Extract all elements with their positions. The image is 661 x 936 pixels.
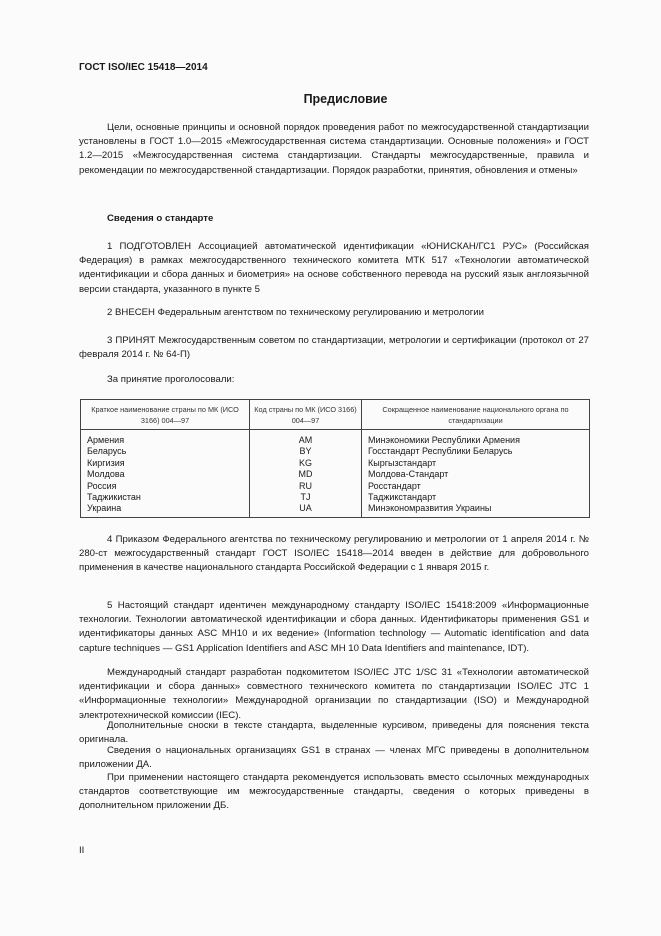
voting-table	[80, 399, 590, 518]
table-row: Киргизия KG Кыргызстандарт	[81, 458, 590, 469]
item-5-paragraph: 5 Настоящий стандарт идентичен международному стандарту ISO/IEC 15418:2009 «Информационные технологии. Технологии автоматической идентификации и сбора данных. Идентификаторы применения GS1 и идентификаторы данных ASC MH10 и их ведение» (Information technology — Automatic identification and data capture techniques — GS1 Application Identifiers and ASC MH 10 Data Identifiers and maintenance, IDT).	[79, 600, 589, 654]
table-row: Армения AM Минэкономики Республики Армения	[81, 430, 590, 447]
item-1-paragraph: 1 ПОДГОТОВЛЕН Ассоциацией автоматической идентификации «ЮНИСКАН/ГС1 РУС» (Российская Федерация) в рамках межгосударственного технического комитета МТК 517 «Технологии автоматической идентификации и сбора данных и биометрия» на основе собственного перевода на русский язык англоязычной версии стандарта, указанного в пункте 5	[79, 241, 589, 295]
section-heading: Сведения о стандарте	[107, 213, 214, 224]
voted-label: За принятие проголосовали:	[107, 374, 235, 385]
item-3-paragraph: 3 ПРИНЯТ Межгосударственным советом по стандартизации, метрологии и сертификации (протокол от 27 февраля 2014 г. № 64-П)	[79, 335, 589, 361]
document-id: ГОСТ ISO/IEC 15418—2014	[79, 62, 208, 73]
item-5-subparagraph-3: Сведения о национальных организациях GS1 в странах — членах МГС приведены в дополнительном приложении ДА.	[79, 745, 589, 771]
page-title: Предисловие	[303, 92, 388, 106]
table-row: Таджикистан TJ Таджикстандарт	[81, 492, 590, 503]
item-5-subparagraph-2: Дополнительные сноски в тексте стандарта, выделенные курсивом, приведены для пояснения текста оригинала.	[79, 720, 589, 746]
table-row: Беларусь BY Госстандарт Республики Беларусь	[81, 446, 590, 457]
item-2-paragraph: 2 ВНЕСЕН Федеральным агентством по техническому регулированию и метрологии	[107, 307, 485, 318]
table-row: Украина UA Минэкономразвития Украины	[81, 503, 590, 517]
table-header-code: Код страны по МК (ИСО 3166) 004—97	[250, 400, 362, 430]
item-5-subparagraph-1: Международный стандарт разработан подкомитетом ISO/IEC JTC 1/SC 31 «Технологии автоматической идентификации и сбора данных» совместного технического комитета по стандартизации ISO/IEC JTC 1 «Информационные технологии» Международной организации по стандартизации (ISO) и Международной электротехнической комиссии (IEC).	[79, 667, 589, 721]
table-row: Молдова MD Молдова-Стандарт	[81, 469, 590, 480]
item-5-subparagraph-4: При применении настоящего стандарта рекомендуется использовать вместо ссылочных международных стандартов соответствующие им межгосударственные стандарты, сведения о которых приведены в дополнительном приложении ДБ.	[79, 772, 589, 812]
table-header-country: Краткое наименование страны по МК (ИСО 3166) 004—97	[81, 400, 250, 430]
intro-paragraph: Цели, основные принципы и основной порядок проведения работ по межгосударственной стандартизации установлены в ГОСТ 1.0—2015 «Межгосударственная система стандартизации. Основные положения» и ГОСТ 1.2—2015 «Межгосударственная система стандартизации. Стандарты межгосударственные, правила и рекомендации по межгосударственной стандартизации. Порядок разработки, принятия, обновления и отмены»	[79, 122, 589, 176]
item-4-paragraph: 4 Приказом Федерального агентства по техническому регулированию и метрологии от 1 апреля 2014 г. № 280-ст межгосударственный стандарт ГОСТ ISO/IEC 15418—2014 введен в действие для добровольного применения в качестве национального стандарта Российской Федерации с 1 января 2015 г.	[79, 534, 589, 574]
page-number: II	[79, 845, 85, 856]
table-header-organization: Сокращенное наименование национального органа по стандартизации	[362, 400, 590, 430]
table-row: Россия RU Росстандарт	[81, 481, 590, 492]
